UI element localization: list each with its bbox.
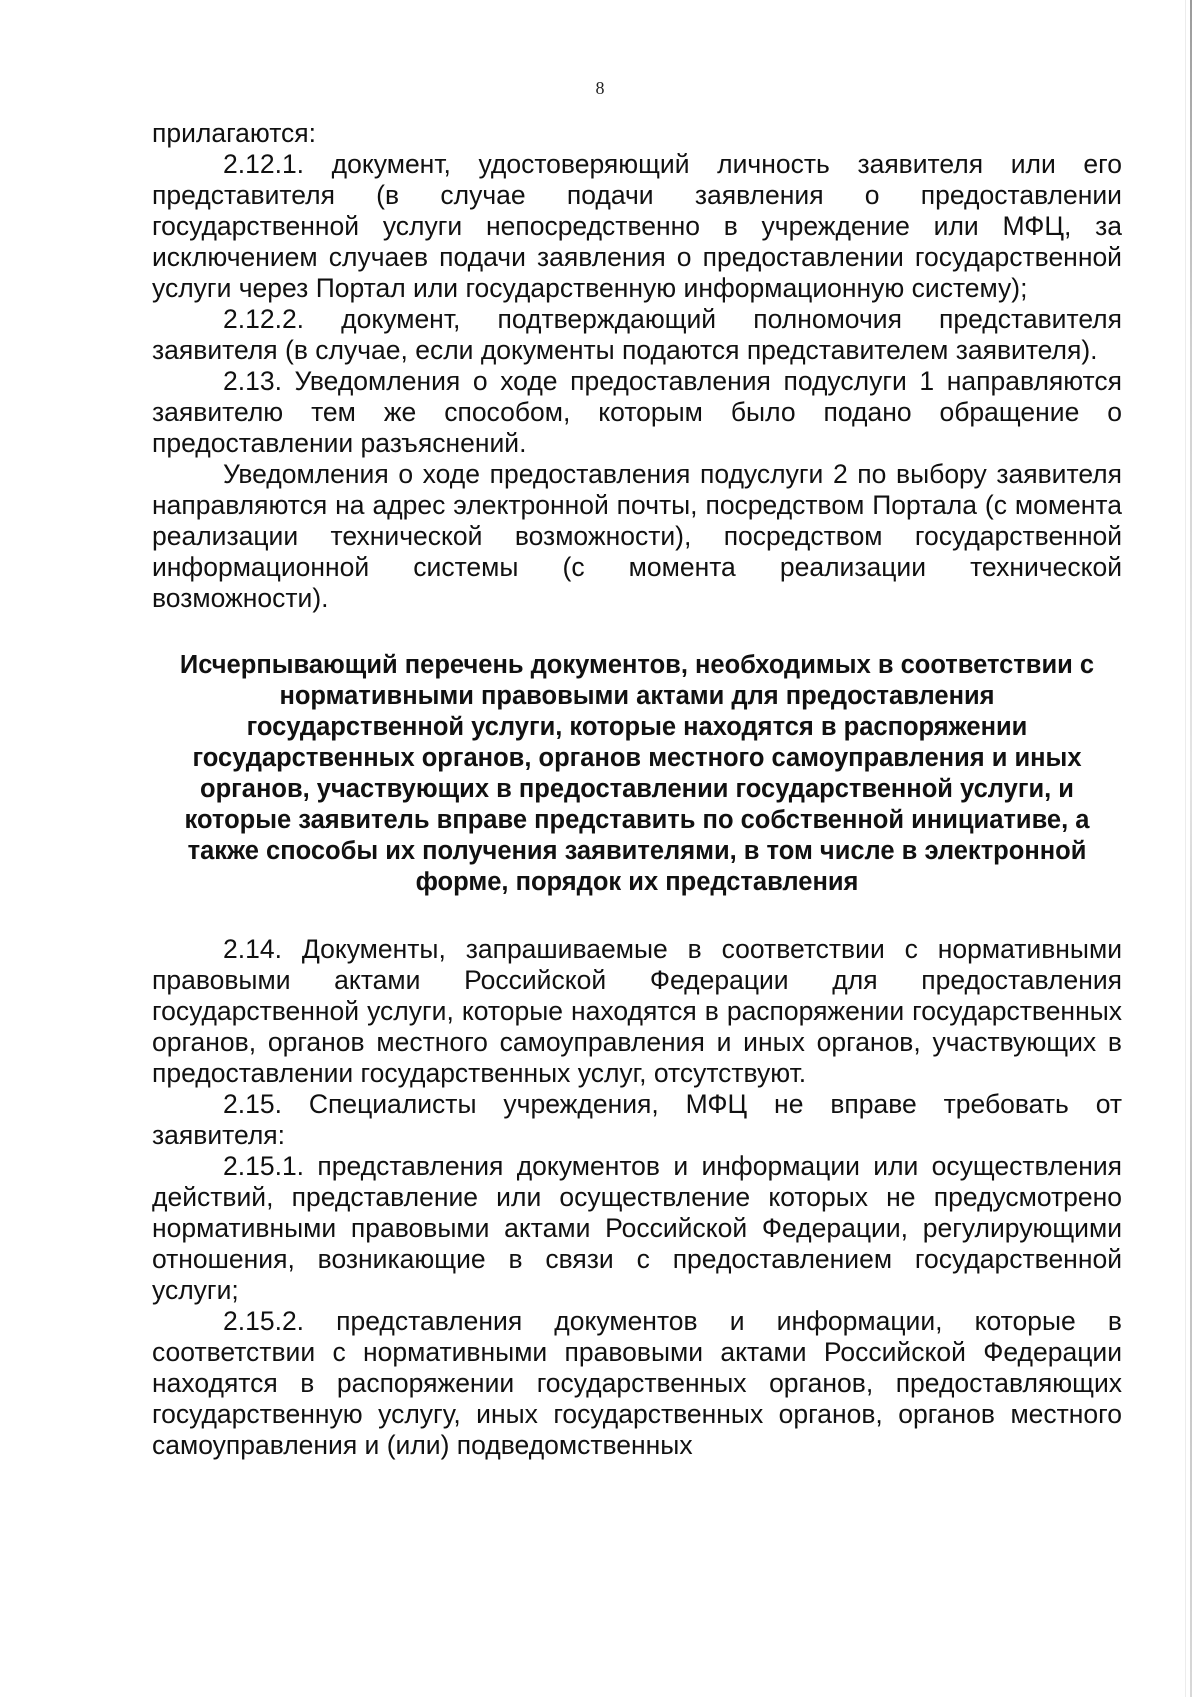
paragraph-2-15: 2.15. Специалисты учреждения, МФЦ не вправе требовать от заявителя: [152, 1089, 1122, 1150]
paragraph-2-12-2: 2.12.2. документ, подтверждающий полномочия представителя заявителя (в случае, если документы подаются представителем заявителя). [152, 304, 1122, 365]
paragraph-2-15-2: 2.15.2. представления документов и информации, которые в соответствии с нормативными правовыми актами Российской Федерации находятся в распоряжении государственных органов, предоставляющих государственную услугу, иных государственных органов, органов местного самоуправления и (или) подведомственных [152, 1306, 1122, 1460]
paragraph-2-12-1: 2.12.1. документ, удостоверяющий личность заявителя или его представителя (в случае подачи заявления о предоставлении государственной услуги непосредственно в учреждение или МФЦ, за исключением случаев подачи заявления о предоставлении государственной услуги через Портал или государственную информационную систему); [152, 149, 1122, 303]
paragraph-2-14: 2.14. Документы, запрашиваемые в соответствии с нормативными правовыми актами Российской Федерации для предоставления государственной услуги, которые находятся в распоряжении государственных органов, органов местного самоуправления и иных органов, участвующих в предоставлении государственных услуг, отсутствуют. [152, 934, 1122, 1088]
page-number: 8 [595, 78, 605, 98]
paragraph-2-13-notifications: Уведомления о ходе предоставления подуслуги 2 по выбору заявителя направляются на адрес электронной почты, посредством Портала (с момента реализации технической возможности), посредством государственной информационной системы (с момента реализации технической возможности). [152, 459, 1122, 613]
paragraph-2-15-1: 2.15.1. представления документов и информации или осуществления действий, представление или осуществление которых не предусмотрено нормативными правовыми актами Российской Федерации, регулирующими отношения, возникающие в связи с предоставлением государственной услуги; [152, 1151, 1122, 1305]
paragraph-2-13: 2.13. Уведомления о ходе предоставления подуслуги 1 направляются заявителю тем же способом, которым было подано обращение о предоставлении разъяснений. [152, 366, 1122, 458]
section-heading: Исчерпывающий перечень документов, необходимых в соответствии с нормативными правовыми актами для предоставления государственной услуги, которые находятся в распоряжении государственных органов, органов местного самоуправления и иных органов, участвующих в предоставлении государственной услуги, и которые заявитель вправе представить по собственной инициативе, а также способы их получения заявителями, в том числе в электронной форме, порядок их представления [179, 651, 1095, 896]
paragraph-continuation: прилагаются: [152, 118, 317, 148]
scan-edge-line [1190, 0, 1192, 1697]
document-body [152, 118, 1122, 1461]
scan-edge-line-secondary [1185, 0, 1186, 1697]
